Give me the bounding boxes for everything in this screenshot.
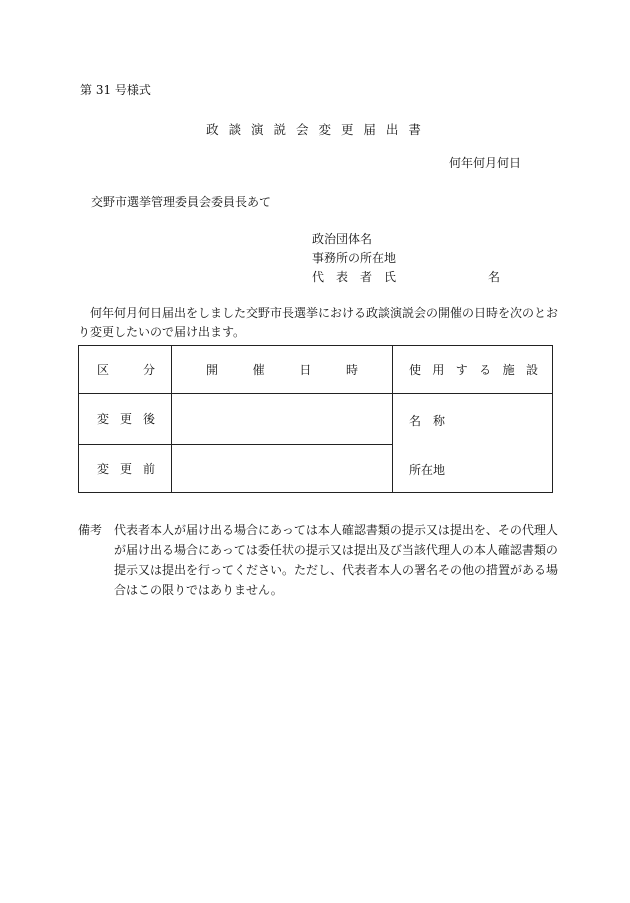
header-kubun-char-1: 区 <box>97 363 110 377</box>
header-facility-char: 用 <box>432 363 445 377</box>
row-before-date-cell[interactable] <box>172 444 393 493</box>
representative-row <box>312 268 502 287</box>
representative-label: 代 表 者 氏 <box>312 270 397 284</box>
header-kubun <box>79 346 172 394</box>
facility-name-char: 名 <box>409 414 422 428</box>
form-number: 第 31 号様式 <box>80 83 151 97</box>
org-name-label: 政治団体名 <box>312 232 373 246</box>
remarks-label: 備考 <box>78 523 103 537</box>
row-before-char: 変 <box>97 461 110 476</box>
facility-cell[interactable] <box>393 394 553 493</box>
addressee: 交野市選挙管理委員会委員長あて <box>91 195 272 209</box>
row-after-char: 変 <box>97 412 110 427</box>
header-facility-char: 使 <box>409 363 422 377</box>
representative-suffix: 名 <box>488 270 501 284</box>
header-date <box>172 346 393 394</box>
header-date-char: 催 <box>252 363 265 377</box>
facility-address-label: 所在地 <box>409 463 446 477</box>
remarks <box>78 520 562 600</box>
office-address-label: 事務所の所在地 <box>312 251 397 265</box>
header-facility-char: る <box>479 363 492 377</box>
header-date-char: 時 <box>345 363 358 377</box>
row-before-char: 更 <box>119 461 132 476</box>
header-kubun-char-2: 分 <box>142 363 155 377</box>
row-after-char: 後 <box>142 412 155 427</box>
header-facility-char: す <box>455 363 468 377</box>
row-after-label <box>79 394 172 445</box>
document-title: 政 談 演 説 会 変 更 届 出 書 <box>206 122 424 137</box>
header-facility <box>393 346 553 394</box>
row-after-date-cell[interactable] <box>172 394 393 445</box>
remarks-text: 代表者本人が届け出る場合にあっては本人確認書類の提示又は提出を、その代理人が届け出る場合にあっては委任状の提示又は提出及び当該代理人の本人確認書類の提示又は提出を行ってください。ただし、代表者本人の署名その他の措置がある場合はこの限りではありません。 <box>114 523 559 597</box>
facility-name-label <box>409 412 445 429</box>
table-row-after <box>79 394 553 445</box>
header-date-char: 日 <box>299 363 312 377</box>
change-table <box>78 345 553 493</box>
header-date-char: 開 <box>206 363 219 377</box>
header-facility-char: 施 <box>502 363 515 377</box>
row-before-char: 前 <box>142 461 155 476</box>
applicant-block <box>312 230 502 287</box>
body-text: 何年何月何日届出をしました交野市長選挙における政談演説会の開催の日時を次のとおり変更したいので届け出ます。 <box>78 306 559 339</box>
facility-name-char: 称 <box>432 414 445 428</box>
row-before-label <box>79 444 172 493</box>
header-facility-char: 設 <box>525 363 538 377</box>
row-after-char: 更 <box>119 412 132 427</box>
document-date: 何年何月何日 <box>449 156 522 170</box>
table-header-row <box>79 346 553 394</box>
